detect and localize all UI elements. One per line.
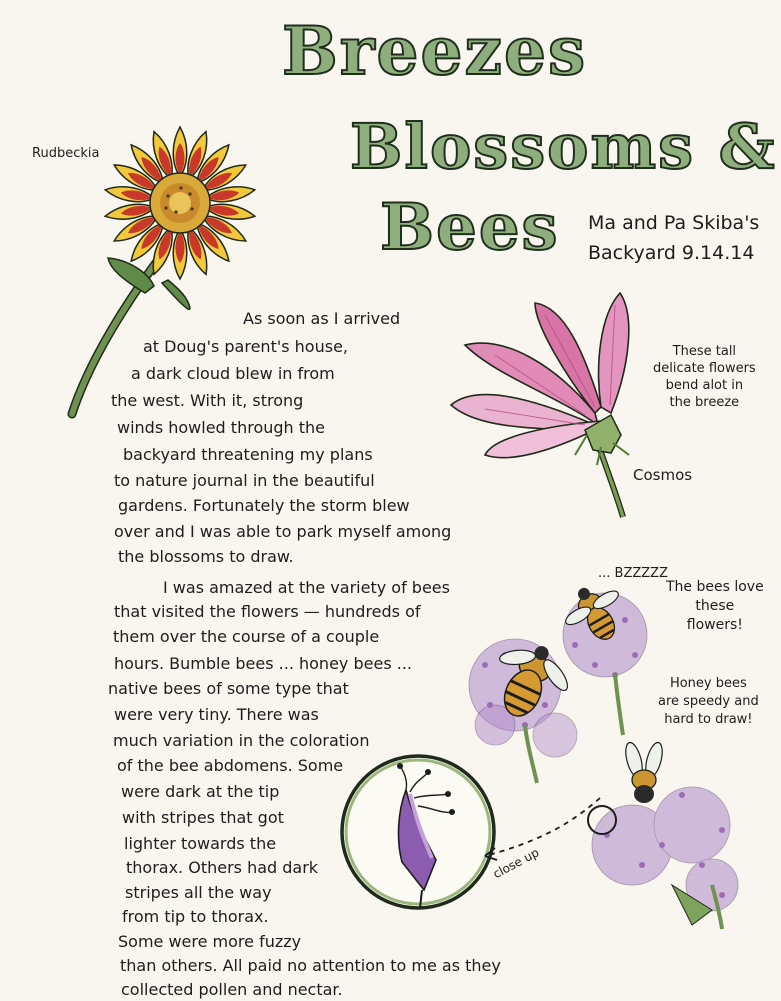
- note-line: hard to draw!: [664, 712, 753, 727]
- journal-line: native bees of some type that: [108, 679, 349, 698]
- journal-line: were very tiny. There was: [114, 705, 319, 724]
- journal-line: of the bee abdomens. Some: [117, 756, 344, 775]
- journal-line: over and I was able to park myself among: [114, 522, 452, 541]
- cosmos-label: Cosmos: [633, 466, 693, 484]
- journal-line: hours. Bumble bees ... honey bees ...: [114, 654, 412, 673]
- journal-line: the west. With it, strong: [111, 391, 304, 410]
- journal-line: the blossoms to draw.: [118, 547, 294, 566]
- close-up-label: close up: [490, 845, 542, 882]
- note-line: flowers!: [686, 617, 743, 633]
- cosmos-illustration: [415, 285, 655, 525]
- journal-line: were dark at the tip: [121, 782, 280, 801]
- journal-line: As soon as I arrived: [243, 309, 401, 328]
- location-line-2: Backyard 9.14.14: [588, 242, 755, 264]
- journal-line: much variation in the coloration: [113, 731, 370, 750]
- journal-line: thorax. Others had dark: [126, 858, 319, 877]
- rudbeckia-label: Rudbeckia: [32, 146, 100, 161]
- journal-line: from tip to thorax.: [122, 907, 269, 926]
- journal-line: to nature journal in the beautiful: [114, 471, 375, 490]
- journal-line: I was amazed at the variety of bees: [163, 578, 450, 597]
- journal-line: backyard threatening my plans: [123, 445, 373, 464]
- bees-love-note: [666, 578, 764, 635]
- note-line: These tall: [672, 344, 737, 359]
- note-line: The bees love: [666, 579, 764, 595]
- journal-line: lighter towards the: [124, 834, 277, 853]
- location-line-1: Ma and Pa Skiba's: [588, 212, 760, 234]
- note-line: delicate flowers: [653, 361, 756, 376]
- journal-line: stripes all the way: [125, 883, 272, 902]
- journal-line: at Doug's parent's house,: [143, 337, 348, 356]
- note-line: bend alot in: [665, 378, 744, 393]
- journal-line: them over the course of a couple: [113, 627, 380, 646]
- title-blossoms: Blossoms &: [350, 110, 777, 183]
- tall-flowers-note: [653, 343, 756, 411]
- note-line: Honey bees: [669, 676, 747, 691]
- journal-line: gardens. Fortunately the storm blew: [118, 496, 410, 515]
- journal-line: Some were more fuzzy: [118, 932, 302, 951]
- title-bees: Bees: [380, 190, 560, 265]
- journal-line: that visited the flowers — hundreds of: [114, 602, 421, 621]
- journal-line: with stripes that got: [122, 808, 284, 827]
- journal-line: a dark cloud blew in from: [131, 364, 335, 383]
- note-line: are speedy and: [658, 694, 759, 709]
- location-date: [588, 208, 759, 268]
- journal-line: collected pollen and nectar.: [121, 980, 343, 999]
- note-line: the breeze: [669, 395, 740, 410]
- journal-line: winds howled through the: [117, 418, 326, 437]
- title-breezes: Breezes: [282, 12, 588, 90]
- note-line: these: [695, 598, 735, 614]
- journal-line: than others. All paid no attention to me as they: [120, 956, 501, 975]
- buzz-note: ... BZZZZZ: [598, 566, 668, 581]
